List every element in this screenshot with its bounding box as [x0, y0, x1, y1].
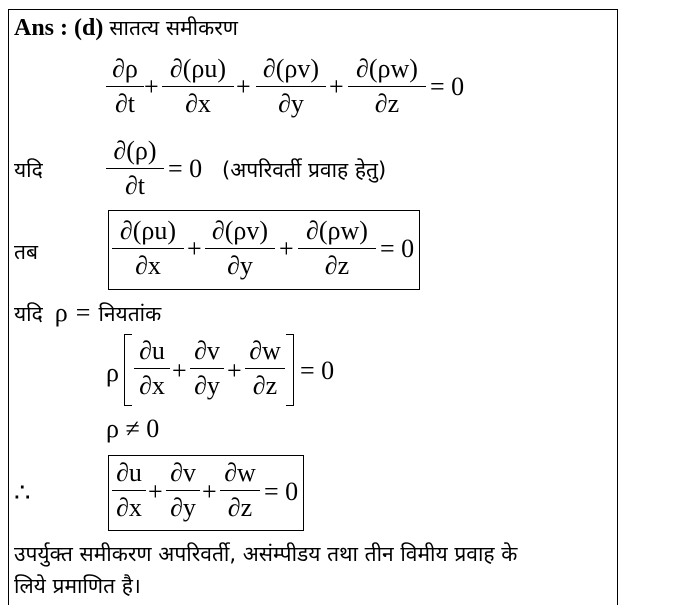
equals-sign: =: [75, 298, 91, 327]
conclusion-line-1: उपर्युक्त समीकरण अपरिवर्ती, असंम्पीडय तथा तीन विमीय प्रवाह के: [14, 542, 518, 566]
fraction-drhow-dz: ∂(ρw) ∂z: [298, 216, 376, 281]
conclusion-line-2: लिये प्रमाणित है।: [14, 574, 141, 598]
fraction-drhou-dx: ∂(ρu) ∂x: [162, 54, 234, 119]
rho-not-zero: ρ ≠ 0: [106, 414, 160, 443]
constant-density-condition: [14, 298, 161, 328]
plus-sign: +: [279, 234, 294, 263]
fraction-dv-dy: ∂v ∂y: [166, 458, 200, 523]
fraction-drhow-dz: ∂(ρw) ∂z: [348, 54, 426, 119]
plus-sign: +: [202, 477, 217, 506]
fraction-drho-dt-cond: ∂(ρ) ∂t: [106, 136, 164, 201]
fraction-du-dx: ∂u ∂x: [134, 336, 170, 401]
fraction-du-dx: ∂u ∂x: [112, 458, 146, 523]
fraction-dw-dz: ∂w ∂z: [245, 336, 285, 401]
plus-sign: +: [236, 72, 251, 101]
condition-prefix: यदि: [14, 302, 43, 326]
equals-zero: = 0: [300, 356, 335, 385]
therefore-symbol: ∴: [14, 478, 31, 507]
fraction-drho-dt: ∂ρ ∂t: [106, 54, 144, 119]
fraction-drhou-dx: ∂(ρu) ∂x: [112, 216, 184, 281]
right-bracket: [286, 334, 294, 406]
left-bracket: [124, 334, 132, 406]
constant-value: नियतांक: [98, 302, 162, 326]
plus-sign: +: [172, 356, 187, 385]
then-prefix: तब: [14, 240, 38, 264]
fraction-dw-dz: ∂w ∂z: [220, 458, 260, 523]
plus-sign: +: [187, 234, 202, 263]
fraction-drhov-dy: ∂(ρv) ∂y: [205, 216, 275, 281]
answer-label: Ans : (d): [14, 15, 104, 41]
equals-zero: = 0: [264, 477, 299, 506]
answer-header: [14, 14, 238, 42]
plus-sign: +: [227, 356, 242, 385]
fraction-drhov-dy: ∂(ρv) ∂y: [256, 54, 326, 119]
equals-zero: = 0: [430, 72, 465, 101]
equals-zero: = 0: [380, 234, 415, 263]
condition-prefix: यदि: [14, 158, 43, 182]
condition-note: (अपरिवर्ती प्रवाह हेतु): [222, 158, 387, 182]
equals-zero: = 0: [168, 154, 203, 183]
rho-symbol: ρ: [54, 298, 68, 327]
plus-sign: +: [144, 72, 159, 101]
answer-topic: सातत्य समीकरण: [109, 16, 238, 40]
rho-symbol: ρ: [106, 358, 119, 387]
plus-sign: +: [329, 72, 344, 101]
fraction-dv-dy: ∂v ∂y: [190, 336, 224, 401]
plus-sign: +: [148, 477, 163, 506]
